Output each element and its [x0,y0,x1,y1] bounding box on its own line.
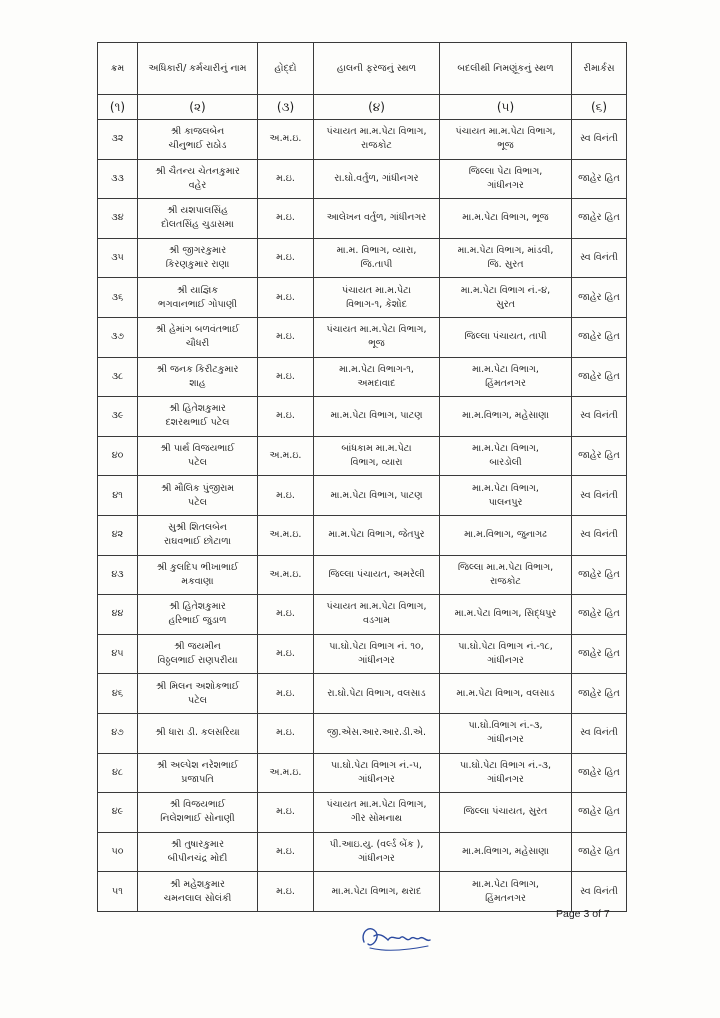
signature [356,918,436,958]
table-row [98,793,627,833]
header-current-place: હાલની ફરજનું સ્થળ [314,43,440,95]
cell-remark: સ્વ વિનંતી [572,515,627,555]
cell-new-place: મા.મ.પેટા વિભાગ, હિંમતનગર [440,357,572,397]
cell-name: શ્રી યાજ્ઞિક ભગવાનભાઈ ગોપાણી [138,278,258,318]
cell-remark: સ્વ વિનંતી [572,713,627,753]
column-number-row [98,95,627,120]
cell-new-place: મા.મ.પેટા વિભાગ નં.-૪, સુરત [440,278,572,318]
cell-sr: ૩૩ [98,159,138,199]
cell-new-place: મા.મ.વિભાગ, મહેસાણા [440,832,572,872]
cell-designation: મ.ઇ. [258,476,314,516]
cell-remark: સ્વ વિનંતી [572,120,627,160]
table-row [98,397,627,437]
cell-designation: મ.ઇ. [258,674,314,714]
cell-name: શ્રી હિતેશકુમાર દશરથભાઈ પટેલ [138,397,258,437]
cell-sr: ૩૮ [98,357,138,397]
cell-sr: ૩૯ [98,397,138,437]
cell-designation: અ.મ.ઇ. [258,120,314,160]
cell-name: શ્રી હિતેશકુમાર હરિભાઈ જુડાળ [138,595,258,635]
cell-current-place: મા.મ.પેટા વિભાગ, પાટણ [314,397,440,437]
cell-remark: જાહેર હિત [572,595,627,635]
cell-new-place: પા.ઘો.વિભાગ નં.-૩, ગાંધીનગર [440,713,572,753]
page-number: Page 3 of 7 [556,908,610,920]
cell-sr: ૪૮ [98,753,138,793]
header-designation: હોદ્દો [258,43,314,95]
cell-designation: અ.મ.ઇ. [258,515,314,555]
cell-remark: જાહેર હિત [572,674,627,714]
cell-sr: ૪૦ [98,436,138,476]
cell-current-place: મા.મ.પેટા વિભાગ, જેતપુર [314,515,440,555]
cell-designation: મ.ઇ. [258,317,314,357]
cell-designation: મ.ઇ. [258,199,314,239]
cell-name: શ્રી વિજયભાઈ નિલેશભાઈ સોનાણી [138,793,258,833]
cell-designation: મ.ઇ. [258,397,314,437]
cell-new-place: મા.મ.વિભાગ, મહેસાણા [440,397,572,437]
cell-new-place: મા.મ.પેટા વિભાગ, સિદ્ધપુર [440,595,572,635]
cell-name: શ્રી પાર્થ વિજયભાઈ પટેલ [138,436,258,476]
column-number: (૩) [258,95,314,120]
cell-sr: ૪૭ [98,713,138,753]
cell-remark: સ્વ વિનંતી [572,397,627,437]
cell-remark: જાહેર હિત [572,278,627,318]
cell-new-place: પા.ઘો.પેટા વિભાગ નં.-૧૮, ગાંધીનગર [440,634,572,674]
cell-sr: ૪૬ [98,674,138,714]
cell-designation: અ.મ.ઇ. [258,753,314,793]
column-number: (૧) [98,95,138,120]
cell-name: શ્રી મિલન અશોકભાઈ પટેલ [138,674,258,714]
cell-current-place: પા.ઘો.પેટા વિભાગ નં.-૫, ગાંધીનગર [314,753,440,793]
cell-designation: મ.ઇ. [258,238,314,278]
cell-new-place: જિલ્લા મા.મ.પેટા વિભાગ, રાજકોટ [440,555,572,595]
cell-name: શ્રી ચૈતન્ય ચેતનકુમાર વહેર [138,159,258,199]
cell-remark: જાહેર હિત [572,357,627,397]
cell-sr: ૫૧ [98,872,138,912]
cell-current-place: પા.ઘો.પેટા વિભાગ નં. ૧૦, ગાંધીનગર [314,634,440,674]
cell-remark: જાહેર હિત [572,753,627,793]
cell-name: શ્રી તુષારકુમાર બીપીનચંદ્ર મોદી [138,832,258,872]
cell-new-place: મા.મ.પેટા વિભાગ, બારડોલી [440,436,572,476]
cell-current-place: જી.એસ.આર.આર.ડી.એ. [314,713,440,753]
cell-remark: જાહેર હિત [572,159,627,199]
cell-remark: જાહેર હિત [572,832,627,872]
cell-sr: ૪૩ [98,555,138,595]
cell-designation: મ.ઇ. [258,595,314,635]
column-number: (૨) [138,95,258,120]
cell-sr: ૪૯ [98,793,138,833]
cell-new-place: મા.મ.પેટા વિભાગ, પાલનપુર [440,476,572,516]
table-row [98,317,627,357]
cell-sr: ૪૪ [98,595,138,635]
table-row [98,278,627,318]
cell-name: શ્રી હેમાંગ બળવંતભાઈ ચૌધરી [138,317,258,357]
cell-remark: જાહેર હિત [572,555,627,595]
cell-current-place: રા.ઘો.વર્તુળ, ગાંધીનગર [314,159,440,199]
header-sr: ક્રમ [98,43,138,95]
cell-current-place: જિલ્લા પંચાયત, અમરેલી [314,555,440,595]
cell-current-place: પંચાયત મા.મ.પેટા વિભાગ, રાજકોટ [314,120,440,160]
cell-new-place: મા.મ.પેટા વિભાગ, માંડવી, જિ. સુરત [440,238,572,278]
cell-new-place: મા.મ.પેટા વિભાગ, હિંમતનગર [440,872,572,912]
cell-designation: મ.ઇ. [258,159,314,199]
cell-new-place: જિલ્લા પેટા વિભાગ, ગાંધીનગર [440,159,572,199]
cell-designation: મ.ઇ. [258,278,314,318]
cell-sr: ૩૪ [98,199,138,239]
table-row [98,159,627,199]
cell-name: શ્રી અલ્પેશ નરેશભાઈ પ્રજાપતિ [138,753,258,793]
cell-remark: જાહેર હિત [572,436,627,476]
cell-current-place: મા.મ. વિભાગ, વ્યારા, જિ.તાપી [314,238,440,278]
cell-current-place: પી.આઇ.યુ. (વર્લ્ડ બેંક ), ગાંધીનગર [314,832,440,872]
cell-new-place: જિલ્લા પંચાયત, તાપી [440,317,572,357]
header-name: અધિકારી/ કર્મચારીનું નામ [138,43,258,95]
cell-designation: મ.ઇ. [258,872,314,912]
header-remarks: રીમાર્કસ [572,43,627,95]
cell-name: શ્રી કાજલબેન ચીનુભાઈ રાઠોડ [138,120,258,160]
cell-designation: મ.ઇ. [258,713,314,753]
cell-new-place: મા.મ.વિભાગ, જુનાગઢ [440,515,572,555]
table-row [98,634,627,674]
header-new-place: બદલીથી નિમણૂંકનું સ્થળ [440,43,572,95]
table-row [98,238,627,278]
cell-name: શ્રી યશપાલસિંહ દોલતસિંહ ચુડાસમા [138,199,258,239]
cell-remark: જાહેર હિત [572,793,627,833]
cell-name: શ્રી કુલદિપ ભીખાભાઈ મકવાણા [138,555,258,595]
cell-designation: મ.ઇ. [258,357,314,397]
table-row [98,674,627,714]
cell-sr: ૪૧ [98,476,138,516]
cell-remark: સ્વ વિનંતી [572,476,627,516]
cell-sr: ૪૨ [98,515,138,555]
cell-designation: અ.મ.ઇ. [258,555,314,595]
cell-current-place: પંચાયત મા.મ.પેટા વિભાગ-૧, કેશોદ [314,278,440,318]
table-row [98,555,627,595]
column-number: (૪) [314,95,440,120]
column-number: (૫) [440,95,572,120]
cell-new-place: મા.મ.પેટા વિભાગ, ભૂજ [440,199,572,239]
table-row [98,199,627,239]
cell-remark: જાહેર હિત [572,199,627,239]
cell-name: શ્રી જીગરકુમાર કિરણકુમાર રાણા [138,238,258,278]
cell-current-place: પંચાયત મા.મ.પેટા વિભાગ, વડગામ [314,595,440,635]
cell-name: શ્રી મૌલિક પુંજીરામ પટેલ [138,476,258,516]
column-number: (૬) [572,95,627,120]
cell-current-place: મા.મ.પેટા વિભાગ-૧, અમદાવાદ [314,357,440,397]
cell-designation: અ.મ.ઇ. [258,436,314,476]
cell-sr: ૩૭ [98,317,138,357]
cell-sr: ૩૬ [98,278,138,318]
cell-name: શ્રી જયમીન વિઠ્ઠલભાઈ રાણપરીયા [138,634,258,674]
cell-name: સુશ્રી શિતલબેન રાઘવભાઈ છોટાળા [138,515,258,555]
cell-sr: ૫૦ [98,832,138,872]
table-header-row [98,43,627,95]
cell-designation: મ.ઇ. [258,832,314,872]
table-row [98,753,627,793]
cell-current-place: રા.ઘો.પેટા વિભાગ, વલસાડ [314,674,440,714]
cell-name: શ્રી ધારા ડી. કલસરિયા [138,713,258,753]
table-row [98,120,627,160]
cell-remark: જાહેર હિત [572,317,627,357]
cell-remark: જાહેર હિત [572,634,627,674]
table-row [98,713,627,753]
cell-current-place: મા.મ.પેટા વિભાગ, પાટણ [314,476,440,516]
cell-sr: ૩૨ [98,120,138,160]
cell-new-place: મા.મ.પેટા વિભાગ, વલસાડ [440,674,572,714]
table-row [98,872,627,912]
cell-new-place: પંચાયત મા.મ.પેટા વિભાગ, ભૂજ [440,120,572,160]
cell-current-place: પંચાયત મા.મ.પેટા વિભાગ, ગીર સોમનાથ [314,793,440,833]
table-row [98,832,627,872]
table-row [98,515,627,555]
cell-current-place: આલેખન વર્તુળ, ગાંધીનગર [314,199,440,239]
table-row [98,476,627,516]
cell-name: શ્રી જનક કિરીટકુમાર શાહ [138,357,258,397]
cell-remark: સ્વ વિનંતી [572,872,627,912]
cell-current-place: મા.મ.પેટા વિભાગ, થરાદ [314,872,440,912]
table-row [98,357,627,397]
table-body [98,120,627,912]
cell-sr: ૪૫ [98,634,138,674]
cell-designation: મ.ઇ. [258,634,314,674]
cell-new-place: જિલ્લા પંચાયત, સુરત [440,793,572,833]
cell-current-place: પંચાયત મા.મ.પેટા વિભાગ, ભૂજ [314,317,440,357]
cell-sr: ૩૫ [98,238,138,278]
cell-remark: સ્વ વિનંતી [572,238,627,278]
cell-designation: મ.ઇ. [258,793,314,833]
cell-current-place: બાંધકામ મા.મ.પેટા વિભાગ, વ્યારા [314,436,440,476]
cell-new-place: પા.ઘો.પેટા વિભાગ નં.-૩, ગાંધીનગર [440,753,572,793]
transfer-table [97,42,627,912]
cell-name: શ્રી મહેશકુમાર ચમનલાલ સોલંકી [138,872,258,912]
table-row [98,595,627,635]
table-row [98,436,627,476]
